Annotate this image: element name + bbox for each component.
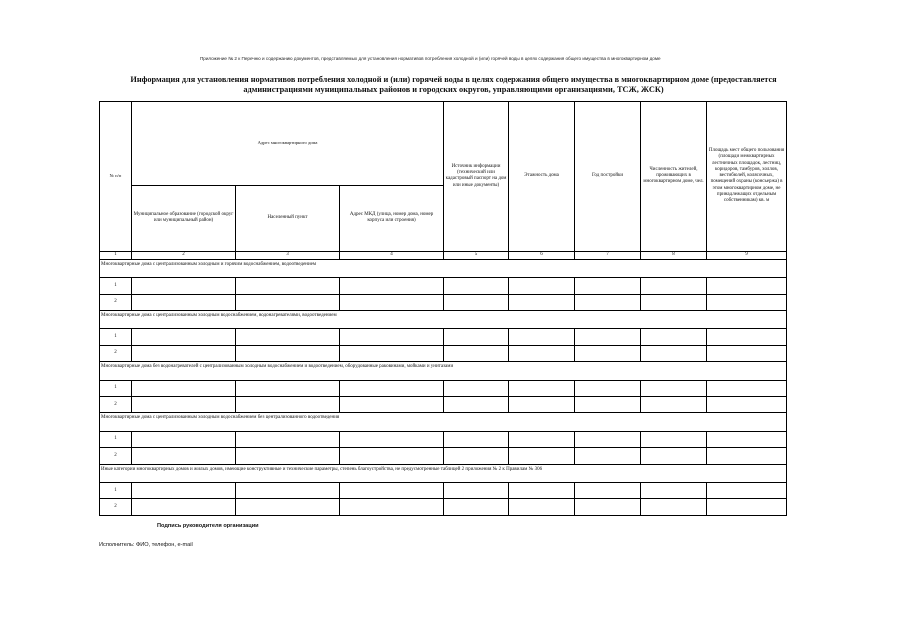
section-row (100, 259, 787, 277)
table-row (100, 499, 787, 516)
table-row (100, 431, 787, 447)
row-number: 1 (100, 483, 132, 499)
table-cell[interactable] (340, 278, 444, 294)
column-numbers-row (100, 251, 787, 259)
table-cell[interactable] (575, 448, 641, 464)
table-row (100, 278, 787, 294)
table-cell[interactable] (236, 448, 340, 464)
header-floors: Этажность дома (509, 102, 575, 252)
table-cell[interactable] (444, 499, 509, 516)
table-cell[interactable] (707, 431, 787, 447)
table-cell[interactable] (641, 483, 707, 499)
table-cell[interactable] (132, 380, 236, 396)
table-cell[interactable] (340, 483, 444, 499)
row-number: 2 (100, 345, 132, 361)
header-mkd-address: Адрес МКД (улица, номер дома, номер корпуса или строения) (340, 186, 444, 252)
row-number: 2 (100, 499, 132, 516)
table-cell[interactable] (641, 448, 707, 464)
table-cell[interactable] (444, 431, 509, 447)
table-cell[interactable] (575, 483, 641, 499)
table-row (100, 483, 787, 499)
section-row (100, 413, 787, 431)
section-title: Многоквартирные дома с централизованным холодным водоснабжением без централизованного водоотведения (100, 413, 787, 431)
section-row (100, 464, 787, 482)
table-cell[interactable] (575, 431, 641, 447)
table-cell[interactable] (132, 345, 236, 361)
table-cell[interactable] (132, 294, 236, 310)
signature-label: Подпись руководителя организации (157, 523, 259, 529)
row-number: 2 (100, 294, 132, 310)
table-cell[interactable] (509, 278, 575, 294)
column-number: 4 (340, 251, 444, 259)
table-cell[interactable] (509, 294, 575, 310)
table-cell[interactable] (575, 397, 641, 413)
table-cell[interactable] (132, 448, 236, 464)
section-title: Многоквартирные дома с централизованным холодным и горячим водоснабжением, водоотведением (100, 259, 787, 277)
column-number: 3 (236, 251, 340, 259)
table-cell[interactable] (340, 380, 444, 396)
table-cell[interactable] (444, 345, 509, 361)
executor-label: Исполнитель: ФИО, телефон, e-mail (99, 542, 193, 548)
table-cell[interactable] (236, 345, 340, 361)
column-number: 2 (132, 251, 236, 259)
table-cell[interactable] (236, 499, 340, 516)
table-cell[interactable] (641, 431, 707, 447)
table-cell[interactable] (236, 278, 340, 294)
page-title: Информация для установления нормативов потребления холодной и (или) горячей воды в целях содержания общего имущества в многоквартирном доме (предоставляется администрациями муниципальных районов и городских округов, управляющими организациями, ТСЖ, ЖСК) (130, 75, 777, 94)
table-cell[interactable] (575, 329, 641, 345)
section-row (100, 311, 787, 329)
table-cell[interactable] (340, 345, 444, 361)
column-number: 5 (444, 251, 509, 259)
table-cell[interactable] (236, 431, 340, 447)
table-cell[interactable] (340, 448, 444, 464)
header-address: Адрес многоквартирного дома (132, 102, 444, 186)
table-row (100, 397, 787, 413)
row-number: 2 (100, 397, 132, 413)
section-title: Многоквартирные дома с централизованным холодным водоснабжением, водонагревателями, водоотведением (100, 311, 787, 329)
table-cell[interactable] (707, 448, 787, 464)
table-cell[interactable] (707, 329, 787, 345)
table-cell[interactable] (509, 499, 575, 516)
table-cell[interactable] (132, 329, 236, 345)
row-number: 1 (100, 431, 132, 447)
table-cell[interactable] (132, 397, 236, 413)
table-cell[interactable] (340, 294, 444, 310)
section-title: Многоквартирные дома без водонагревателей с централизованным холодным водоснабжением и водоотведением, оборудованные раковинами, мойками и унитазами (100, 362, 787, 380)
table-cell[interactable] (641, 345, 707, 361)
column-number: 9 (707, 251, 787, 259)
table-cell[interactable] (575, 294, 641, 310)
header-settlement: Населенный пункт (236, 186, 340, 252)
header-residents: Численность жителей, проживающих в многоквартирном доме, чел. (641, 102, 707, 252)
table-cell[interactable] (340, 329, 444, 345)
row-number: 2 (100, 448, 132, 464)
table-cell[interactable] (236, 294, 340, 310)
table-cell[interactable] (641, 380, 707, 396)
table-cell[interactable] (641, 397, 707, 413)
table-cell[interactable] (575, 380, 641, 396)
table-cell[interactable] (509, 397, 575, 413)
table-cell[interactable] (509, 329, 575, 345)
table-cell[interactable] (236, 397, 340, 413)
column-number: 6 (509, 251, 575, 259)
table-cell[interactable] (641, 294, 707, 310)
header-num: № п/п (100, 102, 132, 252)
data-table (99, 101, 787, 516)
table-cell[interactable] (132, 278, 236, 294)
table-cell[interactable] (707, 483, 787, 499)
table-cell[interactable] (707, 397, 787, 413)
table-cell[interactable] (707, 294, 787, 310)
column-number: 8 (641, 251, 707, 259)
table-cell[interactable] (132, 431, 236, 447)
column-number: 1 (100, 251, 132, 259)
row-number: 1 (100, 278, 132, 294)
row-number: 1 (100, 380, 132, 396)
table-cell[interactable] (132, 483, 236, 499)
section-title: Иные категории многоквартирных домов и жилых домов, имеющие конструктивные и технические параметры, степень благоустройства, не предусмотренные таблицей 2 приложения № 2 к Правилам № 306 (100, 464, 787, 482)
table-row (100, 448, 787, 464)
table-cell[interactable] (236, 380, 340, 396)
table-cell[interactable] (236, 329, 340, 345)
table-row (100, 380, 787, 396)
table-cell[interactable] (707, 380, 787, 396)
table-cell[interactable] (444, 397, 509, 413)
header-note: Приложение № 2 к Перечню и содержанию документов, представляемых для установления нормативов потребления холодной и (или) горячей воды в целях содержания общего имущества в многоквартирном доме (200, 56, 661, 61)
section-row (100, 362, 787, 380)
table-cell[interactable] (575, 499, 641, 516)
header-municipality: Муниципальное образование (городской округ или муниципальный район) (132, 186, 236, 252)
table-row (100, 345, 787, 361)
table-cell[interactable] (340, 431, 444, 447)
table-cell[interactable] (444, 294, 509, 310)
table-cell[interactable] (509, 345, 575, 361)
table-row (100, 294, 787, 310)
table-cell[interactable] (641, 278, 707, 294)
table-cell[interactable] (707, 345, 787, 361)
table-cell[interactable] (340, 499, 444, 516)
table-cell[interactable] (132, 499, 236, 516)
table-cell[interactable] (707, 499, 787, 516)
table-cell[interactable] (575, 345, 641, 361)
header-area: Площадь мест общего пользования (площади межквартирных лестничных площадок, лестниц, коридоров, тамбуров, холлов, вестибюлей, колясочных, помещений охраны (консьержа) в этом многоквартирном доме, не принадлежащих отдельным собственникам) кв. м (707, 102, 787, 252)
row-number: 1 (100, 329, 132, 345)
table-cell[interactable] (340, 397, 444, 413)
table-cell[interactable] (641, 499, 707, 516)
table-cell[interactable] (509, 448, 575, 464)
column-number: 7 (575, 251, 641, 259)
table-cell[interactable] (444, 329, 509, 345)
table-cell[interactable] (444, 278, 509, 294)
table-cell[interactable] (236, 483, 340, 499)
table-cell[interactable] (444, 448, 509, 464)
table-cell[interactable] (444, 380, 509, 396)
header-source: Источник информации (технический или кадастровый паспорт на дом или иные документы) (444, 102, 509, 252)
table-cell[interactable] (509, 380, 575, 396)
table-row (100, 329, 787, 345)
table-cell[interactable] (707, 278, 787, 294)
table-cell[interactable] (575, 278, 641, 294)
table-cell[interactable] (509, 431, 575, 447)
table-cell[interactable] (444, 483, 509, 499)
table-cell[interactable] (509, 483, 575, 499)
table-cell[interactable] (641, 329, 707, 345)
header-year: Год постройки (575, 102, 641, 252)
